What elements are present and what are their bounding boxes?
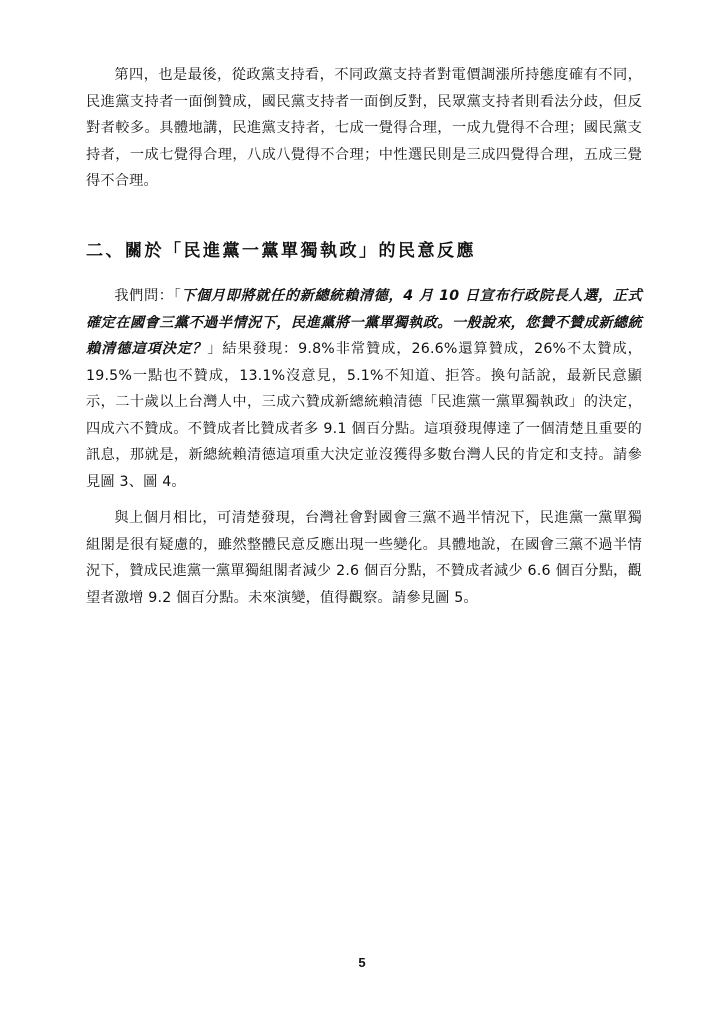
survey-question-text: 下個月即將就任的新總統賴清德，4 月 10 日宣布行政院長人選，正式確定在國會三黨不過半情況下，民進黨將一黨單獨執政。一般說來，您贊不贊成新總統賴清德這項決定？ (86, 288, 642, 357)
page-number: 5 (358, 955, 366, 970)
paragraph-monthly-comparison: 與上個月相比，可清楚發現，台灣社會對國會三黨不過半情況下，民進黨一黨單獨組閣是很有疑慮的，雖然整體民意反應出現一些變化。具體地說，在國會三黨不過半情況下，贊成民進黨一黨單獨組閣者減少 2.6 個百分點，不贊成者減少 6.6 個百分點，觀望者激增 9.2 個百分點。未來演變，值得觀察。請參見圖 5。 (86, 510, 642, 606)
survey-results-text: 9.8%非常贊成，26.6%還算贊成，26%不太贊成，19.5%一點也不贊成，13.1%沒意見，5.1%不知道、拒答。換句話說，最新民意顯示，二十歲以上台灣人中，三成六贊成新總統賴清德「民進黨一黨單獨執政」的決定，四成六不贊成。不贊成者比贊成者多 9.1 個百分點。這項發現傳達了一個清楚且重要的訊息，那就是，新總統賴清德這項重大決定並沒獲得多數台灣人民的肯定和支持。請參見圖 3、圖 4。 (86, 341, 642, 490)
question-close: 」結果發現： (207, 341, 299, 357)
paragraph-party-support: 第四，也是最後，從政黨支持看，不同政黨支持者對電價調漲所持態度確有不同，民進黨支持者一面倒贊成，國民黨支持者一面倒反對，民眾黨支持者則看法分歧，但反對者較多。具體地講，民進黨支持者，七成一覺得合理，一成九覺得不合理；國民黨支持者，一成七覺得合理，八成八覺得不合理；中性選民則是三成四覺得合理，五成三覺得不合理。 (86, 67, 642, 189)
section-heading: 二、關於「民進黨一黨單獨執政」的民意反應 (86, 241, 476, 261)
paragraph-survey-question (86, 283, 642, 495)
question-lead: 我們問：「 (114, 288, 182, 304)
